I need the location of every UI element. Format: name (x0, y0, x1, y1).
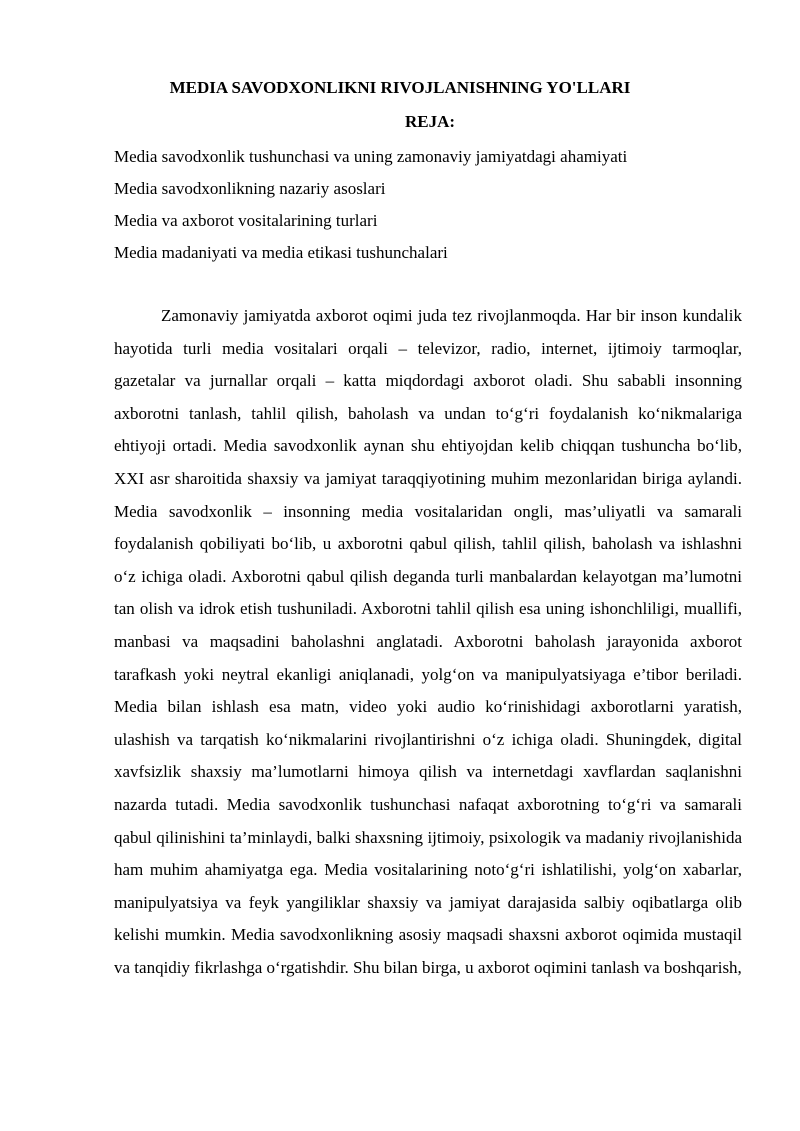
plan-list (114, 141, 627, 269)
plan-item: Media va axborot vositalarining turlari (114, 211, 378, 230)
plan-item: Media savodxonlikning nazariy asoslari (114, 179, 386, 198)
plan-item: Media madaniyati va media etikasi tushunchalari (114, 243, 448, 262)
document-title: MEDIA SAVODXONLIKNI RIVOJLANISHNING YO'LLARI (169, 78, 631, 97)
body-paragraph: Zamonaviy jamiyatda axborot oqimi juda tez rivojlanmoqda. Har bir inson kundalik hayotida turli media vositalari orqali – televizor, radio, internet, ijtimoiy tarmoqlar, gazetalar va jurnallar orqali – katta miqdordagi axborot oladi. Shu sababli insonning axborotni tanlash, tahlil qilish, baholash va undan to‘g‘ri foydalanish ko‘nikmalariga ehtiyoji ortadi. Media savodxonlik aynan shu ehtiyojdan kelib chiqqan tushuncha bo‘lib, XXI asr sharoitida shaxsiy va jamiyat taraqqiyotining muhim mezonlaridan biriga aylandi. Media savodxonlik – insonning media vositalaridan ongli, mas’uliyatli va samarali foydalanish qobiliyati bo‘lib, u axborotni qabul qilish, tahlil qilish, baholash va ishlashni o‘z ichiga oladi. Axborotni qabul qilish deganda turli manbalardan kelayotgan ma’lumotni tan olish va idrok etish tushuniladi. Axborotni tahlil qilish esa uning ishonchliligi, muallifi, manbasi va maqsadini baholashni anglatadi. Axborotni baholash jarayonida axborot tarafkash yoki neytral ekanligi aniqlanadi, yolg‘on va manipulyatsiyaga e’tibor beriladi. Media bilan ishlash esa matn, video yoki audio ko‘rinishidagi axborotlarni yaratish, ulashish va tarqatish ko‘nikmalarini rivojlantirishni o‘z ichiga oladi. Shuningdek, digital xavfsizlik shaxsiy ma’lumotlarni himoya qilish va internetdagi xavflardan saqlanishni nazarda tutadi. Media savodxonlik tushunchasi nafaqat axborotning to‘g‘ri va samarali qabul qilinishini ta’minlaydi, balki shaxsning ijtimoiy, psixologik va madaniy rivojlanishida ham muhim ahamiyatga ega. Media vositalarining noto‘g‘ri ishlatilishi, yolg‘on xabarlar, manipulyatsiya va feyk yangiliklar shaxsiy va jamiyat darajasida salbiy oqibatlarga olib kelishi mumkin. Media savodxonlikning asosiy maqsadi shaxsni axborot oqimida mustaqil va tanqidiy fikrlashga o‘rgatishdir. Shu bilan birga, u axborot oqimini tanlash va boshqarish, (114, 306, 742, 977)
plan-heading: REJA: (404, 112, 456, 131)
plan-item: Media savodxonlik tushunchasi va uning zamonaviy jamiyatdagi ahamiyati (114, 147, 628, 166)
